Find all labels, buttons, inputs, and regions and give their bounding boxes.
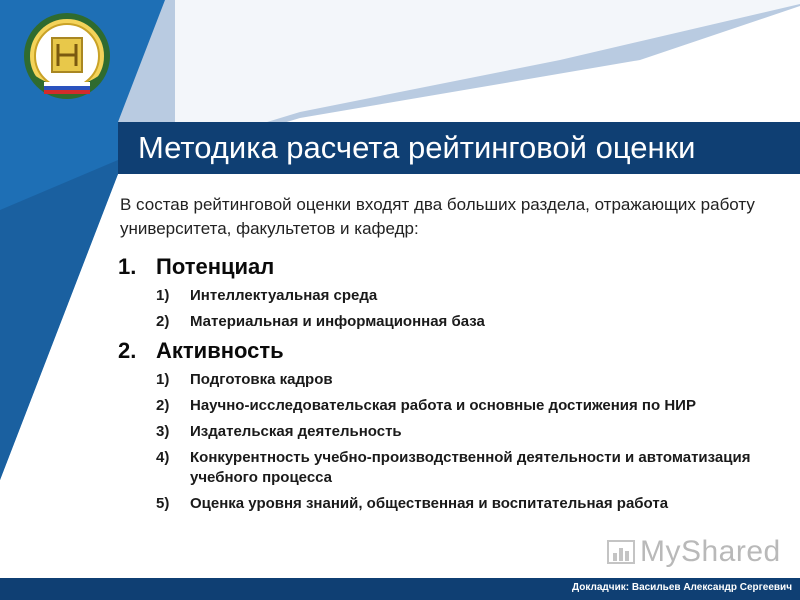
item-number: 1) <box>156 371 170 388</box>
list-item <box>156 286 778 306</box>
list-item <box>156 494 778 514</box>
section-potential <box>118 254 778 332</box>
section-items <box>118 370 778 514</box>
intro-text: В состав рейтинговой оценки входят два больших раздела, отражающих работу университета, факультетов и кафедр: <box>120 195 755 238</box>
title-bar <box>118 122 800 174</box>
item-text: Издательская деятельность <box>190 423 402 440</box>
watermark-text: MyShared <box>640 535 781 568</box>
speaker-label: Докладчик: Васильев Александр Сергеевич <box>572 582 792 593</box>
blue-diagonal-shade <box>0 160 118 480</box>
section-heading <box>118 254 778 280</box>
item-number: 2) <box>156 397 170 414</box>
section-activity <box>118 338 778 514</box>
watermark <box>606 535 781 569</box>
section-number: 1. <box>118 254 137 279</box>
footer-bar <box>0 578 800 600</box>
section-title: Потенциал <box>156 254 275 279</box>
item-text: Материальная и информационная база <box>190 313 485 330</box>
list-item <box>156 422 778 442</box>
item-number: 4) <box>156 449 170 466</box>
university-emblem-icon <box>14 8 120 104</box>
item-text: Конкурентность учебно-производственной деятельности и автоматизация учебного процесса <box>190 449 751 486</box>
list-item <box>156 448 778 488</box>
item-text: Научно-исследовательская работа и основные достижения по НИР <box>190 397 696 414</box>
section-heading <box>118 338 778 364</box>
content-list <box>118 254 778 520</box>
list-item <box>156 370 778 390</box>
item-text: Оценка уровня знаний, общественная и воспитательная работа <box>190 495 669 512</box>
slide-title: Методика расчета рейтинговой оценки <box>138 130 696 165</box>
section-number: 2. <box>118 338 137 363</box>
section-title: Активность <box>156 338 284 363</box>
item-text: Интеллектуальная среда <box>190 287 378 304</box>
section-items <box>118 286 778 332</box>
item-number: 5) <box>156 495 170 512</box>
item-number: 2) <box>156 313 170 330</box>
item-number: 1) <box>156 287 170 304</box>
list-item <box>156 312 778 332</box>
item-number: 3) <box>156 423 170 440</box>
item-text: Подготовка кадров <box>190 371 333 388</box>
chart-icon <box>606 537 636 567</box>
list-item <box>156 396 778 416</box>
